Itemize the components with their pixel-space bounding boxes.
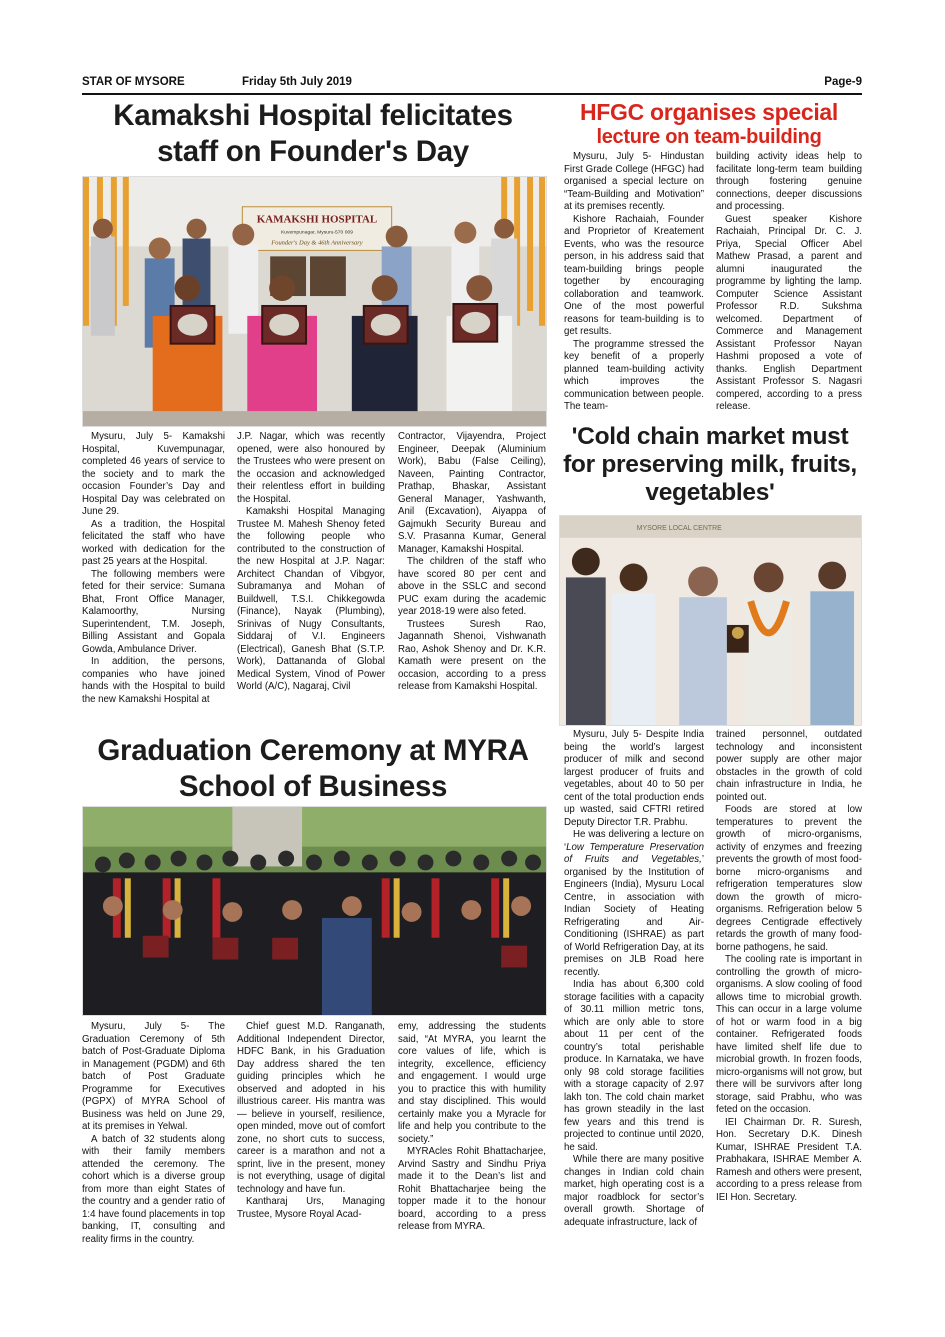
cold-chain-para: The cooling rate is important in controlling the growth of micro-organisms. A slow cooling of food allows time to microbial growth. This can occur in a large volume of hot or warm food in a big container. Refrigerated foods have limited shelf life due to microbial growth. In frozen foods, micro-organisms will not grow, but there will be survivors after long storage, said Prabhu, who was feted on the occasion.: [716, 954, 862, 1115]
kamakshi-para: J.P. Nagar, which was recently opened, were also honoured by the Trustees who were present on the occasion and acknowledged their relentless effort in building the Hospital.: [237, 431, 385, 505]
cold-chain-column-1: [564, 729, 704, 1261]
cold-chain-para: India has about 6,300 cold storage facilities with a capacity of 30.11 million metric tons, which are only able to store about 11 per cent of the country’s total perishable produce. In Karnataka, we have only 98 cold storage facilities with a storage capacity of 2.97 lakh ton. The cold chain market has grown steadily in the last few years and this trend is projected to continue until 2020, he said.: [564, 979, 704, 1153]
hfgc-para: Kishore Rachaiah, Founder and Proprietor of Kreatement Events, who was the resource person, in his address said that team-building brings people together by encouraging collaboration and teamwork. One of the most powerful reasons for team-building is to get results.: [564, 213, 704, 337]
page-number: Page-9: [824, 76, 862, 88]
hfgc-para: building activity ideas help to facilitate long-term team building through fostering genuine connections, deeper discussions and processing.: [716, 151, 862, 212]
hfgc-column-1: [564, 151, 704, 416]
photo-banner-text: KAMAKSHI HOSPITAL: [256, 213, 378, 226]
myra-para: Kantharaj Urs, Managing Trustee, Mysore Royal Acad-: [237, 1196, 385, 1220]
kamakshi-column-3: [398, 431, 546, 726]
cold-chain-headline: 'Cold chain market must for preserving milk, fruits, vegetables': [563, 423, 857, 506]
cold-chain-photo: [559, 515, 862, 726]
kamakshi-para: Kamakshi Hospital Managing Trustee M. Mahesh Shenoy feted the following people who contributed to the construction of the new Hospital at J.P. Nagar: Architect Chandan of Vibgyor, Subramanya and Mohan of Buildwell, T.S.I. Chikkegowda (Finance), Nayak (Plumbing), Srinivas of Nugy Consultants, Siddaraj of V.I. Engineers (Electrical), Ganesh Bhat (S.T.P. Work), Dattananda of Global Medical System, Vinod of Power World (A/C), Nagaraj, Civil: [237, 506, 385, 692]
myra-headline: Graduation Ceremony at MYRA School of Business: [97, 734, 529, 803]
kamakshi-para: The following members were feted for their service: Sumana Bhat, Front Office Manager, Kalamoorthy, Nursing Superintendent, T.M. Joseph, Billing Assistant and Gopala Gowda, Ambulance Driver.: [82, 568, 225, 655]
hfgc-headline: [556, 99, 862, 149]
myra-para: MYRAcles Rohit Bhattacharjee, Arvind Sastry and Sindhu Priya made it to the Dean’s list and Rohit Bhattacharjee being the topper made it to the honour board, according to a press release from MYRA.: [398, 1146, 546, 1232]
myra-column-2: [237, 1021, 385, 1261]
photo-banner-event: Founder's Day & 46th Anniversary: [271, 239, 363, 247]
kamakshi-photo: [82, 176, 547, 427]
cold-chain-para: trained personnel, outdated technology and inconsistent power supply are other major obstacles in the growth of cold chain infrastructure in India, he pointed out.: [716, 729, 862, 803]
cold-chain-para: Mysuru, July 5- Despite India being the world’s largest producer of milk and second largest producer of fruits and vegetables, about 40 to 50 per cent of the total production ends up wasted, said CFTRI retired Deputy Director T.R. Prabhu.: [564, 729, 704, 828]
masthead-rule: [82, 93, 862, 95]
issue-date: Friday 5th July 2019: [242, 76, 352, 88]
kamakshi-para: Trustees Suresh Rao, Jagannath Shenoi, Vishwanath Rao, Ashok Shenoy and Dr. K.R. Kamath were present on the occasion, according to a press release from Kamakshi Hospital.: [398, 618, 546, 692]
cold-chain-text: He was delivering a lecture on ‘: [564, 829, 704, 853]
myra-para: emy, addressing the students said, “At MYRA, you learnt the core values of life, which is integrity, excellence, efficiency and engagement. I would urge you to practice this with humility and stay disciplined. This would certainly make you a Myracle for life and help you contribute to the society.”: [398, 1021, 546, 1145]
lecture-title: Low Temperature Preservation of Fruits and Vegetables,: [564, 841, 704, 865]
cold-chain-para: [564, 829, 704, 979]
masthead: [82, 76, 862, 94]
myra-column-3: [398, 1021, 546, 1261]
cold-chain-text: ’ organised by the Institution of Engineers (India), Mysuru Local Centre, in association with Indian Society of Heating Refrigerating and Air-Conditioning (ISHRAE) as part of World Refrigeration Day, at its premises on JLB Road here recently.: [564, 854, 704, 978]
newspaper-name: STAR OF MYSORE: [82, 76, 185, 88]
photo-banner-sub: Kuvempunagar, Mysuru-570 009: [280, 230, 353, 236]
photo-banner-text: MYSORE LOCAL CENTRE: [636, 524, 722, 532]
kamakshi-column-1: [82, 431, 225, 726]
kamakshi-para: Mysuru, July 5- Kamakshi Hospital, Kuvempunagar, completed 46 years of service to the society and to mark the occasion Founder’s Day and Hospital Day was celebrated on June 29.: [82, 431, 225, 517]
myra-photo: [82, 806, 547, 1016]
hfgc-para: Guest speaker Kishore Rachaiah, Principal Dr. C. J. Priya, Special Officer Abel Mathew Prasad, a parent and alumni inaugurated the programme by lighting the lamp. Computer Science Assistant Professor R.D. Sukshma welcomed. Department of Commerce and Management Assistant Professor Nayan Hashmi proposed a vote of thanks. English Department Assistant Professor S. Nagasri compered, according to a press release.: [716, 213, 862, 412]
hfgc-para: Mysuru, July 5- Hindustan First Grade College (HFGC) had organised a special lecture on “Team-Building and Motivation” at its premises recently.: [564, 151, 704, 212]
hfgc-para: The programme stressed the key benefit of a properly planned team-building activity which improves the communication between people. The team-: [564, 338, 704, 412]
cold-chain-para: IEI Chairman Dr. R. Suresh, Hon. Secretary D.K. Dinesh Kumar, ISHRAE President T.A. Prabhakara, ISHRAE Member A. Ramesh and others were present, according to a press release from IEI Hon. Secretary.: [716, 1116, 862, 1203]
kamakshi-para: Contractor, Vijayendra, Project Engineer, Deepak (Aluminium Work), Babu (False Ceiling), Naveen, Painting Contractor, Prathap, Bhaskar, Assistant General Manager, Yashwanth, Anil (Excavation), Aiyappa of Gajmukh Security Bureau and S.V. Prasanna Kumar, General Manager, Kamakshi Hospital.: [398, 431, 546, 555]
kamakshi-para: The children of the staff who have scored 80 per cent and above in the SSLC and second PUC exam during the academic year 2018-19 were also feted.: [398, 556, 546, 617]
myra-para: Mysuru, July 5- The Graduation Ceremony of 5th batch of Post-Graduate Diploma in Management (PGDM) and 6th batch of Post Graduate Programme for Executives (PGPX) of MYRA School of Business was held on June 29, at its premises in Yelwal.: [82, 1021, 225, 1132]
cold-chain-para: While there are many positive changes in Indian cold chain market, high operating cost is a major roadblock for sector’s overall growth. Shortage of adequate infrastructure, lack of: [564, 1154, 704, 1228]
kamakshi-para: In addition, the persons, companies who have joined hands with the Hospital to build the new Kamakshi Hospital at: [82, 656, 225, 705]
myra-column-1: [82, 1021, 225, 1261]
kamakshi-para: As a tradition, the Hospital felicitated the staff who have worked with dedication for the past 25 years at the Hospital.: [82, 518, 225, 567]
cold-chain-column-2: [716, 729, 862, 1261]
kamakshi-column-2: [237, 431, 385, 726]
myra-para: A batch of 32 students along with their family members attended the ceremony. The cohort which is a diverse group from more than eight States of the country and a gender ratio of 1:4 have found placements in top banking, IT, consulting and reality firms in the country.: [82, 1133, 225, 1245]
myra-para: Chief guest M.D. Ranganath, Additional Independent Director, HDFC Bank, in his Graduation Day address shared the ten guiding principles which he observed and adopted in his illustrious career. His mantra was — believe in yourself, resilience, open minded, move out of comfort zone, no short cuts to success, career is a marathon and not a sprint, live in the present, money is not everything, usage of digital technology and have fun.: [237, 1021, 385, 1195]
hfgc-headline-line2: lecture on team-building: [596, 126, 822, 148]
hfgc-headline-line1: HFGC organises special: [580, 99, 838, 125]
cold-chain-para: Foods are stored at low temperatures to prevent the growth of micro-organisms, activity of enzymes and freezing prevents the growth of most food-borne micro-organisms and refrigeration temperatures slow down the growth of micro-organisms. Refrigeration below 5 degrees Centigrade effectively retards the growth of many food-borne pathogens, he said.: [716, 804, 862, 953]
kamakshi-headline: Kamakshi Hospital felicitates staff on Founder's Day: [113, 99, 513, 168]
hfgc-column-2: [716, 151, 862, 416]
